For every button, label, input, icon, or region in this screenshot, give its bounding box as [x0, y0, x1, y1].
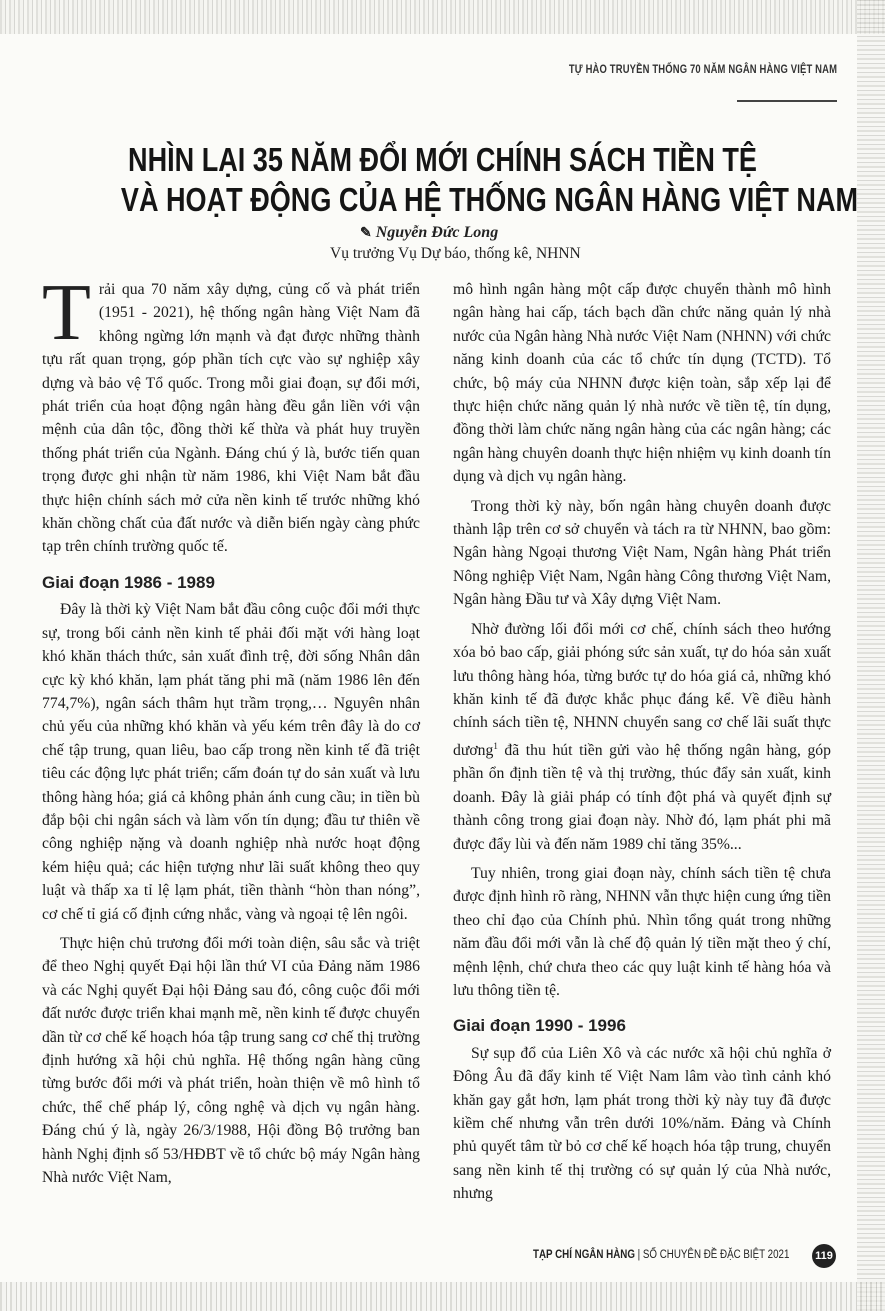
paragraph: Đây là thời kỳ Việt Nam bắt đầu công cuộc đổi mới thực sự, trong bối cảnh nền kinh tế phải đối mặt với hàng loạt khó khăn thách thức, sản xuất đình trệ, đời sống Nhân dân cực kỳ khó khăn, lạm phát tăng phi mã (năm 1986 lên đến 774,7%), ngân sách thâm hụt trầm trọng,… Nguyên nhân chủ yếu của những khó khăn và yếu kém trên đây là do cơ chế tập trung, quan liêu, bao cấp trong nền kinh tế đã triệt tiêu các động lực phát triển; cấm đoán tự do sản xuất và lưu thông hàng hóa; giá cả không phản ánh cung cầu; in tiền bù đắp bội chi ngân sách và làm vốn tín dụng; đầu tư thiên về công nghiệp nặng và doanh nghiệp nhà nước hoạt động kém hiệu quả; các hiện tượng như lãi suất không theo quy luật và thấp xa tỉ lệ lạm phát, tiền thành “hòn than nóng”, cơ chế tỉ giá cố định cứng nhắc, vàng và ngoại tệ lên ngôi.: [42, 601, 420, 923]
journal-name: TẠP CHÍ NGÂN HÀNG: [533, 1249, 635, 1261]
author-position: Vụ trưởng Vụ Dự báo, thống kê, NHNN: [330, 245, 581, 262]
section-heading-1990-1996: Giai đoạn 1990 - 1996: [453, 1016, 626, 1036]
paragraph: Nhờ đường lối đổi mới cơ chế, chính sách theo hướng xóa bỏ bao cấp, giải phóng sức sản xuất, tự do hóa sản xuất lưu thông hàng hóa, từng bước tự do hóa giá cả, những khó khăn kinh tế đã được khắc phục đáng kể. Về điều hành chính sách tiền tệ, NHNN chuyển sang cơ chế lãi suất thực dương$^1$ đã thu hút tiền gửi vào hệ thống ngân hàng, góp phần ổn định tiền tệ và thị trường, thúc đẩy sản xuất, kinh doanh. Đây là giải pháp có tính đột phá và quyết định sự thành công trong giai đoạn này. Nhờ đó, lạm phát phi mã được đẩy lùi và đến năm 1989 chỉ tăng 35%...: [453, 620, 831, 853]
paragraph: Sự sụp đổ của Liên Xô và các nước xã hội chủ nghĩa ở Đông Âu đã đẩy kinh tế Việt Nam lâm vào tình cảnh khó khăn gay gắt hơn, lạm phát trong thời kỳ này tuy đã được kiềm chế nhưng vẫn trên dưới 10%/năm. Đảng và Chính phủ quyết tâm từ bỏ cơ chế kế hoạch hóa tập trung, chuyển sang nền kinh tế thị trường có sự quản lý của Nhà nước, nhưng: [453, 1044, 831, 1203]
paragraph: Thực hiện chủ trương đổi mới toàn diện, sâu sắc và triệt để theo Nghị quyết Đại hội lần thứ VI của Đảng năm 1986 và các Nghị quyết Đại hội Đảng sau đó, công cuộc đổi mới đất nước được triển khai mạnh mẽ, nền kinh tế được chuyển dần từ cơ chế kế hoạch hóa tập trung sang cơ chế thị trường định hướng xã hội chủ nghĩa. Hệ thống ngân hàng cũng từng bước đổi mới và phát triển, hoàn thiện về mô hình tổ chức, thể chế pháp lý, công nghệ và dịch vụ ngân hàng. Đáng chú ý là, ngày 26/3/1988, Hội đồng Bộ trưởng ban hành Nghị định số 53/HĐBT về tổ chức bộ máy Ngân hàng Nhà nước Việt Nam,: [42, 934, 420, 1187]
section-heading-1986-1989: Giai đoạn 1986 - 1989: [42, 572, 215, 592]
issue-label: | SỐ CHUYÊN ĐỀ ĐẶC BIỆT 2021: [637, 1249, 790, 1261]
intro-paragraph: Trải qua 70 năm xây dựng, củng cố và phát triển (1951 - 2021), hệ thống ngân hàng Việt Nam đã không ngừng lớn mạnh và đạt được những thành tựu rất quan trọng, góp phần tích cực vào sự nghiệp xây dựng và bảo vệ Tổ quốc. Trong mỗi giai đoạn, sự đổi mới, phát triển của hoạt động ngân hàng đều gắn liền với vận mệnh của dân tộc, đồng thời kế thừa và phát huy truyền thống phát triển của Ngành. Đáng chú ý là, bước tiến quan trọng được ghi nhận từ năm 1986, khi Việt Nam bắt đầu thực hiện chính sách mở cửa nền kinh tế trước những khó khăn chồng chất của đất nước và diễn biến ngày càng phức tạp trên chính trường quốc tế.: [42, 269, 420, 556]
paragraph: mô hình ngân hàng một cấp được chuyển thành mô hình ngân hàng hai cấp, tách bạch dần chức năng quản lý nhà nước của Ngân hàng Nhà nước Việt Nam (NHNN) với chức năng kinh doanh của các tổ chức tín dụng (TCTD). Tổ chức, bộ máy của NHNN được kiện toàn, sắp xếp lại để thực hiện chức năng quản lý nhà nước về tiền tệ, tín dụng, đồng thời làm chức năng ngân hàng của các ngân hàng; các ngân hàng chuyên doanh thực hiện nhiệm vụ kinh doanh tín dụng và dịch vụ ngân hàng.: [453, 281, 831, 486]
paragraph: Tuy nhiên, trong giai đoạn này, chính sách tiền tệ chưa được định hình rõ ràng, NHNN vẫn thực hiện cung ứng tiền theo chỉ đạo của Chính phủ. Nhìn tổng quát trong những năm đầu đổi mới vẫn là chế độ quản lý tiền mặt theo ý chí, mệnh lệnh, chứ chưa theo các quy luật kinh tế hàng hóa và lưu thông tiền tệ.: [453, 864, 831, 1000]
footer-journal: [533, 1249, 789, 1261]
article-title-line-1: NHÌN LẠI 35 NĂM ĐỔI MỚI CHÍNH SÁCH TIỀN TỆ: [128, 141, 757, 178]
article-title-line-2: VÀ HOẠT ĐỘNG CỦA HỆ THỐNG NGÂN HÀNG VIỆT NAM: [120, 181, 859, 218]
scan-edge-top: [0, 0, 885, 34]
right-column: [453, 278, 831, 1212]
running-head: TỰ HÀO TRUYỀN THỐNG 70 NĂM NGÂN HÀNG VIỆT NAM: [568, 64, 837, 76]
header-divider: [737, 100, 837, 102]
scan-edge-bottom: [0, 1282, 885, 1311]
footnote-ref: 1: [493, 740, 498, 751]
scan-edge-right: [857, 0, 885, 1311]
pen-icon: ✎: [360, 226, 372, 241]
byline: [360, 224, 498, 242]
author-name: Nguyễn Đức Long: [375, 224, 499, 241]
paragraph: Trong thời kỳ này, bốn ngân hàng chuyên doanh được thành lập trên cơ sở chuyển và tách ra từ NHNN, bao gồm: Ngân hàng Ngoại thương Việt Nam, Ngân hàng Phát triển Nông nghiệp Việt Nam, Ngân hàng Công thương Việt Nam, Ngân hàng Đầu tư và Xây dựng Việt Nam.: [453, 497, 831, 609]
page-number: 119: [812, 1244, 836, 1268]
left-column: [42, 269, 420, 1195]
drop-cap: T: [42, 269, 91, 357]
